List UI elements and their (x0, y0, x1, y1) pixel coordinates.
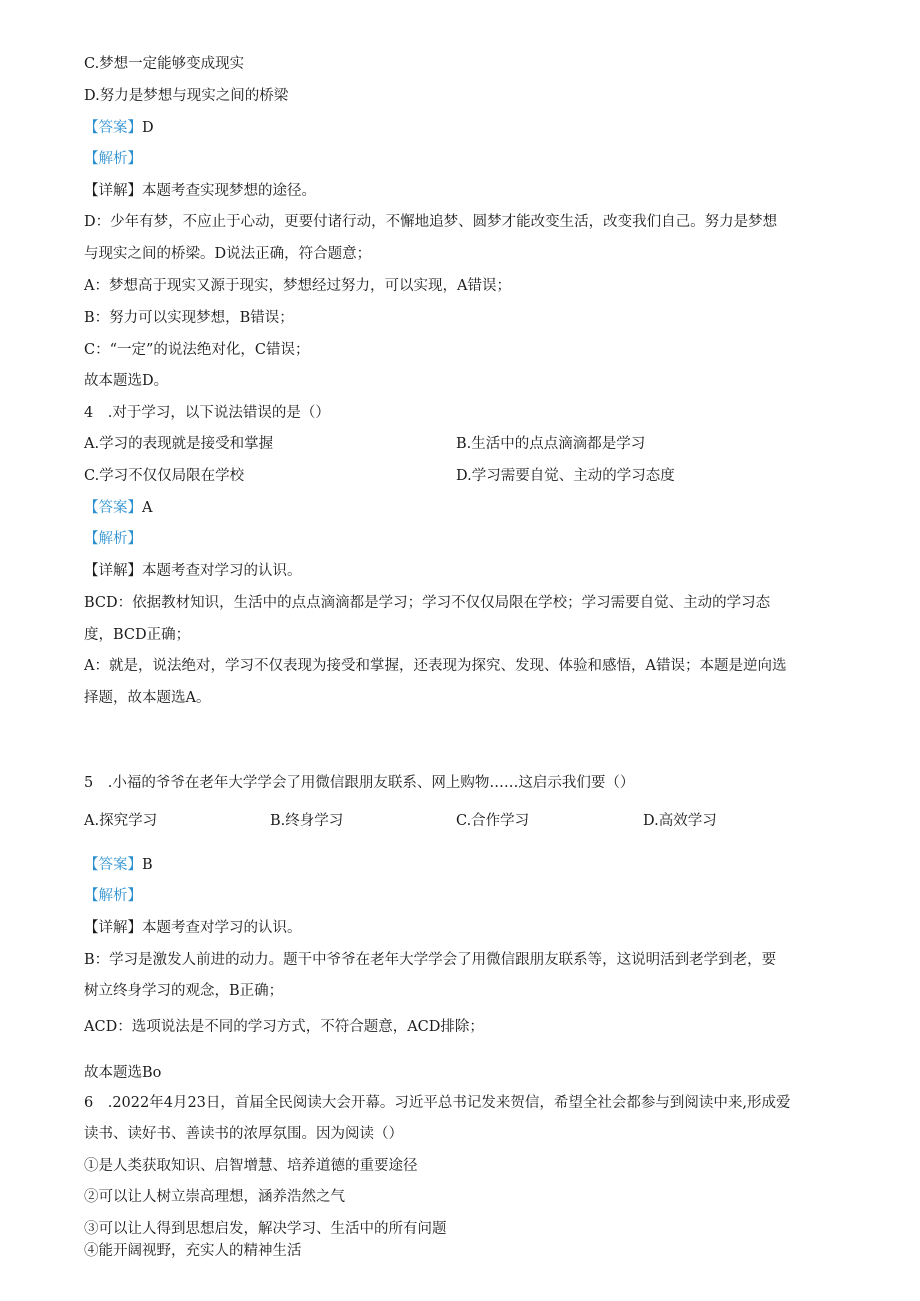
q4-a-line2: 择题，故本题选A。 (84, 690, 211, 706)
q6-item-2: ②可以让人树立崇高理想，涵养浩然之气 (84, 1189, 345, 1205)
q5-detail: 【详解】本题考查对学习的认识。 (84, 920, 302, 936)
q5-b-line1: B：学习是激发人前进的动力。题干中爷爷在老年大学学会了用微信跟朋友联系等，这说明活到老学到老，要 (84, 952, 777, 968)
q4-option-a: A.学习的表现就是接受和掌握 (84, 436, 274, 452)
q3-b-line: B：努力可以实现梦想，B错误； (84, 310, 294, 326)
answer-tag: 【答案】 (84, 857, 142, 873)
q3-d-line1: D：少年有梦，不应止于心动，更要付诸行动，不懈地追梦、圆梦才能改变生活，改变我们自己。努力是梦想 (84, 214, 778, 230)
q6-item-3: ③可以让人得到思想启发，解决学习、生活中的所有问题 (84, 1221, 447, 1237)
q6-item-1: ①是人类获取知识、启智增慧、培养道德的重要途径 (84, 1158, 418, 1174)
q4-a-line1: A：就是，说法绝对，学习不仅表现为接受和掌握，还表现为探究、发现、体验和感悟，A错误；本题是逆向选 (84, 658, 787, 674)
q4-bcd-line1: BCD：依据教材知识，生活中的点点滴滴都是学习；学习不仅仅局限在学校；学习需要自觉、主动的学习态 (84, 595, 771, 611)
q3-option-d: D.努力是梦想与现实之间的桥梁 (84, 88, 289, 104)
q3-c-line: C：“一定”的说法绝对化，C错误； (84, 342, 310, 358)
q4-detail: 【详解】本题考查对学习的认识。 (84, 563, 302, 579)
answer-tag: 【答案】 (84, 500, 142, 516)
q5-analysis-tag: 【解析】 (84, 888, 142, 904)
q4-bcd-line2: 度，BCD正确； (84, 627, 191, 643)
q3-answer (84, 118, 154, 138)
q5-b-line2: 树立终身学习的观念，B正确； (84, 983, 284, 999)
q4-answer (84, 498, 152, 518)
q3-d-line2: 与现实之间的桥梁。D说法正确，符合题意； (84, 246, 372, 262)
q4-question: 4 .对于学习，以下说法错误的是（） (84, 405, 330, 421)
answer-value: A (142, 500, 153, 516)
q5-option-b: B.终身学习 (270, 813, 344, 829)
q6-item-4: ④能开阔视野，充实人的精神生活 (84, 1243, 302, 1259)
q5-answer (84, 855, 153, 875)
q6-question-line2: 读书、读好书、善读书的浓厚氛围。因为阅读（） (84, 1126, 403, 1142)
q6-question-line1: 6 .2022年4月23日，首届全民阅读大会开幕。习近平总书记发来贺信，希望全社会都参与到阅读中来,形成爱 (84, 1095, 791, 1111)
answer-value: D (142, 120, 154, 136)
q4-analysis-tag: 【解析】 (84, 531, 142, 547)
q3-detail: 【详解】本题考查实现梦想的途径。 (84, 183, 316, 199)
q3-analysis-tag: 【解析】 (84, 151, 142, 167)
q3-conclusion: 故本题选D。 (84, 373, 169, 389)
q4-option-c: C.学习不仅仅局限在学校 (84, 468, 245, 484)
q5-option-d: D.高效学习 (643, 813, 717, 829)
q5-acd-line: ACD：选项说法是不同的学习方式，不符合题意，ACD排除； (84, 1019, 484, 1035)
q3-a-line: A：梦想高于现实又源于现实，梦想经过努力，可以实现，A错误； (84, 278, 511, 294)
q4-option-b: B.生活中的点点滴滴都是学习 (456, 436, 646, 452)
q4-option-d: D.学习需要自觉、主动的学习态度 (456, 468, 675, 484)
q5-question: 5 .小福的爷爷在老年大学学会了用微信跟朋友联系、网上购物……这启示我们要（） (84, 775, 635, 791)
q3-option-c: C.梦想一定能够变成现实 (84, 56, 245, 72)
q5-option-a: A.探究学习 (84, 813, 158, 829)
q5-conclusion: 故本题选Bo (84, 1065, 162, 1081)
q5-option-c: C.合作学习 (456, 813, 530, 829)
answer-tag: 【答案】 (84, 120, 142, 136)
answer-value: B (142, 857, 153, 873)
